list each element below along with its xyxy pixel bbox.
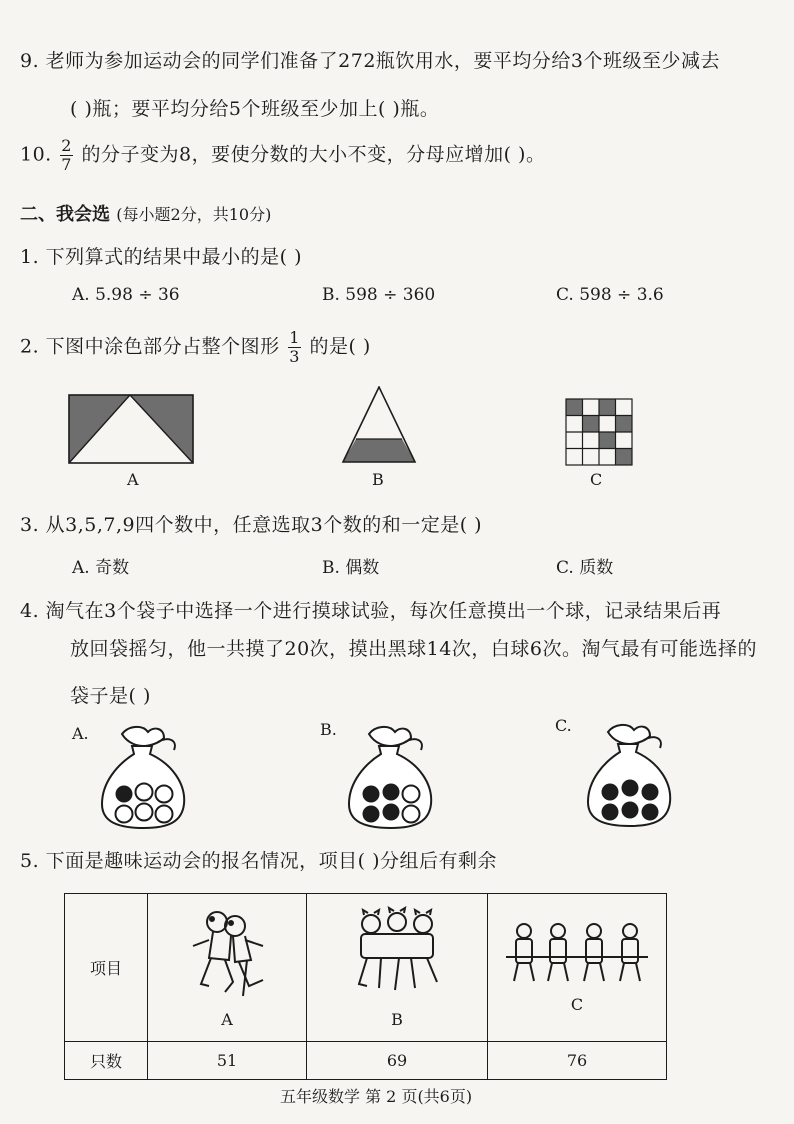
bag-a-icon[interactable] <box>98 724 190 830</box>
section-heading <box>20 200 271 226</box>
question-9-line2: ( )瓶；要平均分给5个班级至少加上( )瓶。 <box>70 98 440 120</box>
choice-3-option-b[interactable]: B. 偶数 <box>322 558 380 578</box>
choice-1-stem: 1. 下列算式的结果中最小的是( ) <box>20 246 303 268</box>
choice-3-option-a[interactable]: A. 奇数 <box>72 558 130 578</box>
racing-animals-icon <box>179 906 275 1006</box>
row-label-counts: 只数 <box>65 1042 148 1080</box>
count-c: 76 <box>488 1042 667 1080</box>
section-title: 二、我会选 <box>20 204 110 225</box>
choice-3-stem: 3. 从3,5,7,9四个数中，任意选取3个数的和一定是( ) <box>20 514 483 536</box>
item-b-label: B <box>391 1010 403 1029</box>
bag-b-label: B. <box>320 720 337 739</box>
question-9-line1: 9. 老师为参加运动会的同学们准备了272瓶饮用水，要平均分给3个班级至少减去 <box>20 50 721 72</box>
figure-c-grid[interactable] <box>565 398 633 466</box>
figure-b-label: B <box>372 470 384 489</box>
item-a-label: A <box>221 1010 233 1029</box>
section-note: (每小题2分，共10分) <box>116 205 272 224</box>
item-c-label: C <box>570 995 584 1014</box>
choice-1-option-c[interactable]: C. 598 ÷ 3.6 <box>556 285 664 305</box>
figure-b-triangle[interactable] <box>341 386 417 464</box>
question-10-number: 10. <box>20 143 52 166</box>
figure-a-rectangle[interactable] <box>68 394 194 464</box>
bag-a-label: A. <box>72 724 89 743</box>
fraction-denominator: 7 <box>61 155 72 174</box>
table-row-items <box>65 894 667 1042</box>
count-a: 51 <box>148 1042 307 1080</box>
choice-2-stem-post: 的是( ) <box>309 335 371 358</box>
table-row-counts <box>65 1042 667 1080</box>
choice-1-option-a[interactable]: A. 5.98 ÷ 36 <box>72 285 180 305</box>
shaded-band <box>343 439 415 462</box>
tug-of-war-icon <box>502 921 652 991</box>
figure-c-label: C <box>590 470 603 489</box>
question-10 <box>20 138 545 173</box>
choice-2-stem-pre: 2. 下图中涂色部分占整个图形 <box>20 335 280 358</box>
item-b-cell[interactable] <box>307 894 488 1042</box>
choice-5-stem: 5. 下面是趣味运动会的报名情况，项目( )分组后有剩余 <box>20 850 498 872</box>
choice-2-stem <box>20 330 371 365</box>
bag-c-label: C. <box>555 716 572 735</box>
choice-1-option-b[interactable]: B. 598 ÷ 360 <box>322 285 436 305</box>
page-footer: 五年级数学 第 2 页(共6页) <box>280 1087 473 1106</box>
choice-4-line3: 袋子是( ) <box>70 685 151 707</box>
sports-registration-table <box>64 893 667 1080</box>
fraction-2-7 <box>60 138 73 173</box>
fraction-denominator: 3 <box>289 347 300 366</box>
bag-b-icon[interactable] <box>345 724 437 830</box>
choice-4-line2: 放回袋摇匀，他一共摸了20次，摸出黑球14次，白球6次。淘气最有可能选择的 <box>70 638 757 660</box>
fraction-1-3 <box>288 330 301 365</box>
row-label-items: 项目 <box>65 894 148 1042</box>
three-legged-race-icon <box>349 906 445 1006</box>
count-b: 69 <box>307 1042 488 1080</box>
bag-c-icon[interactable] <box>584 722 676 828</box>
fraction-numerator: 1 <box>289 328 300 347</box>
question-10-text: 的分子变为8，要使分数的大小不变，分母应增加( )。 <box>81 143 546 166</box>
choice-3-option-c[interactable]: C. 质数 <box>556 558 614 578</box>
item-c-cell[interactable] <box>488 894 667 1042</box>
choice-4-line1: 4. 淘气在3个袋子中选择一个进行摸球试验，每次任意摸出一个球，记录结果后再 <box>20 600 722 622</box>
fraction-numerator: 2 <box>61 136 72 155</box>
figure-a-label: A <box>127 470 139 489</box>
item-a-cell[interactable] <box>148 894 307 1042</box>
